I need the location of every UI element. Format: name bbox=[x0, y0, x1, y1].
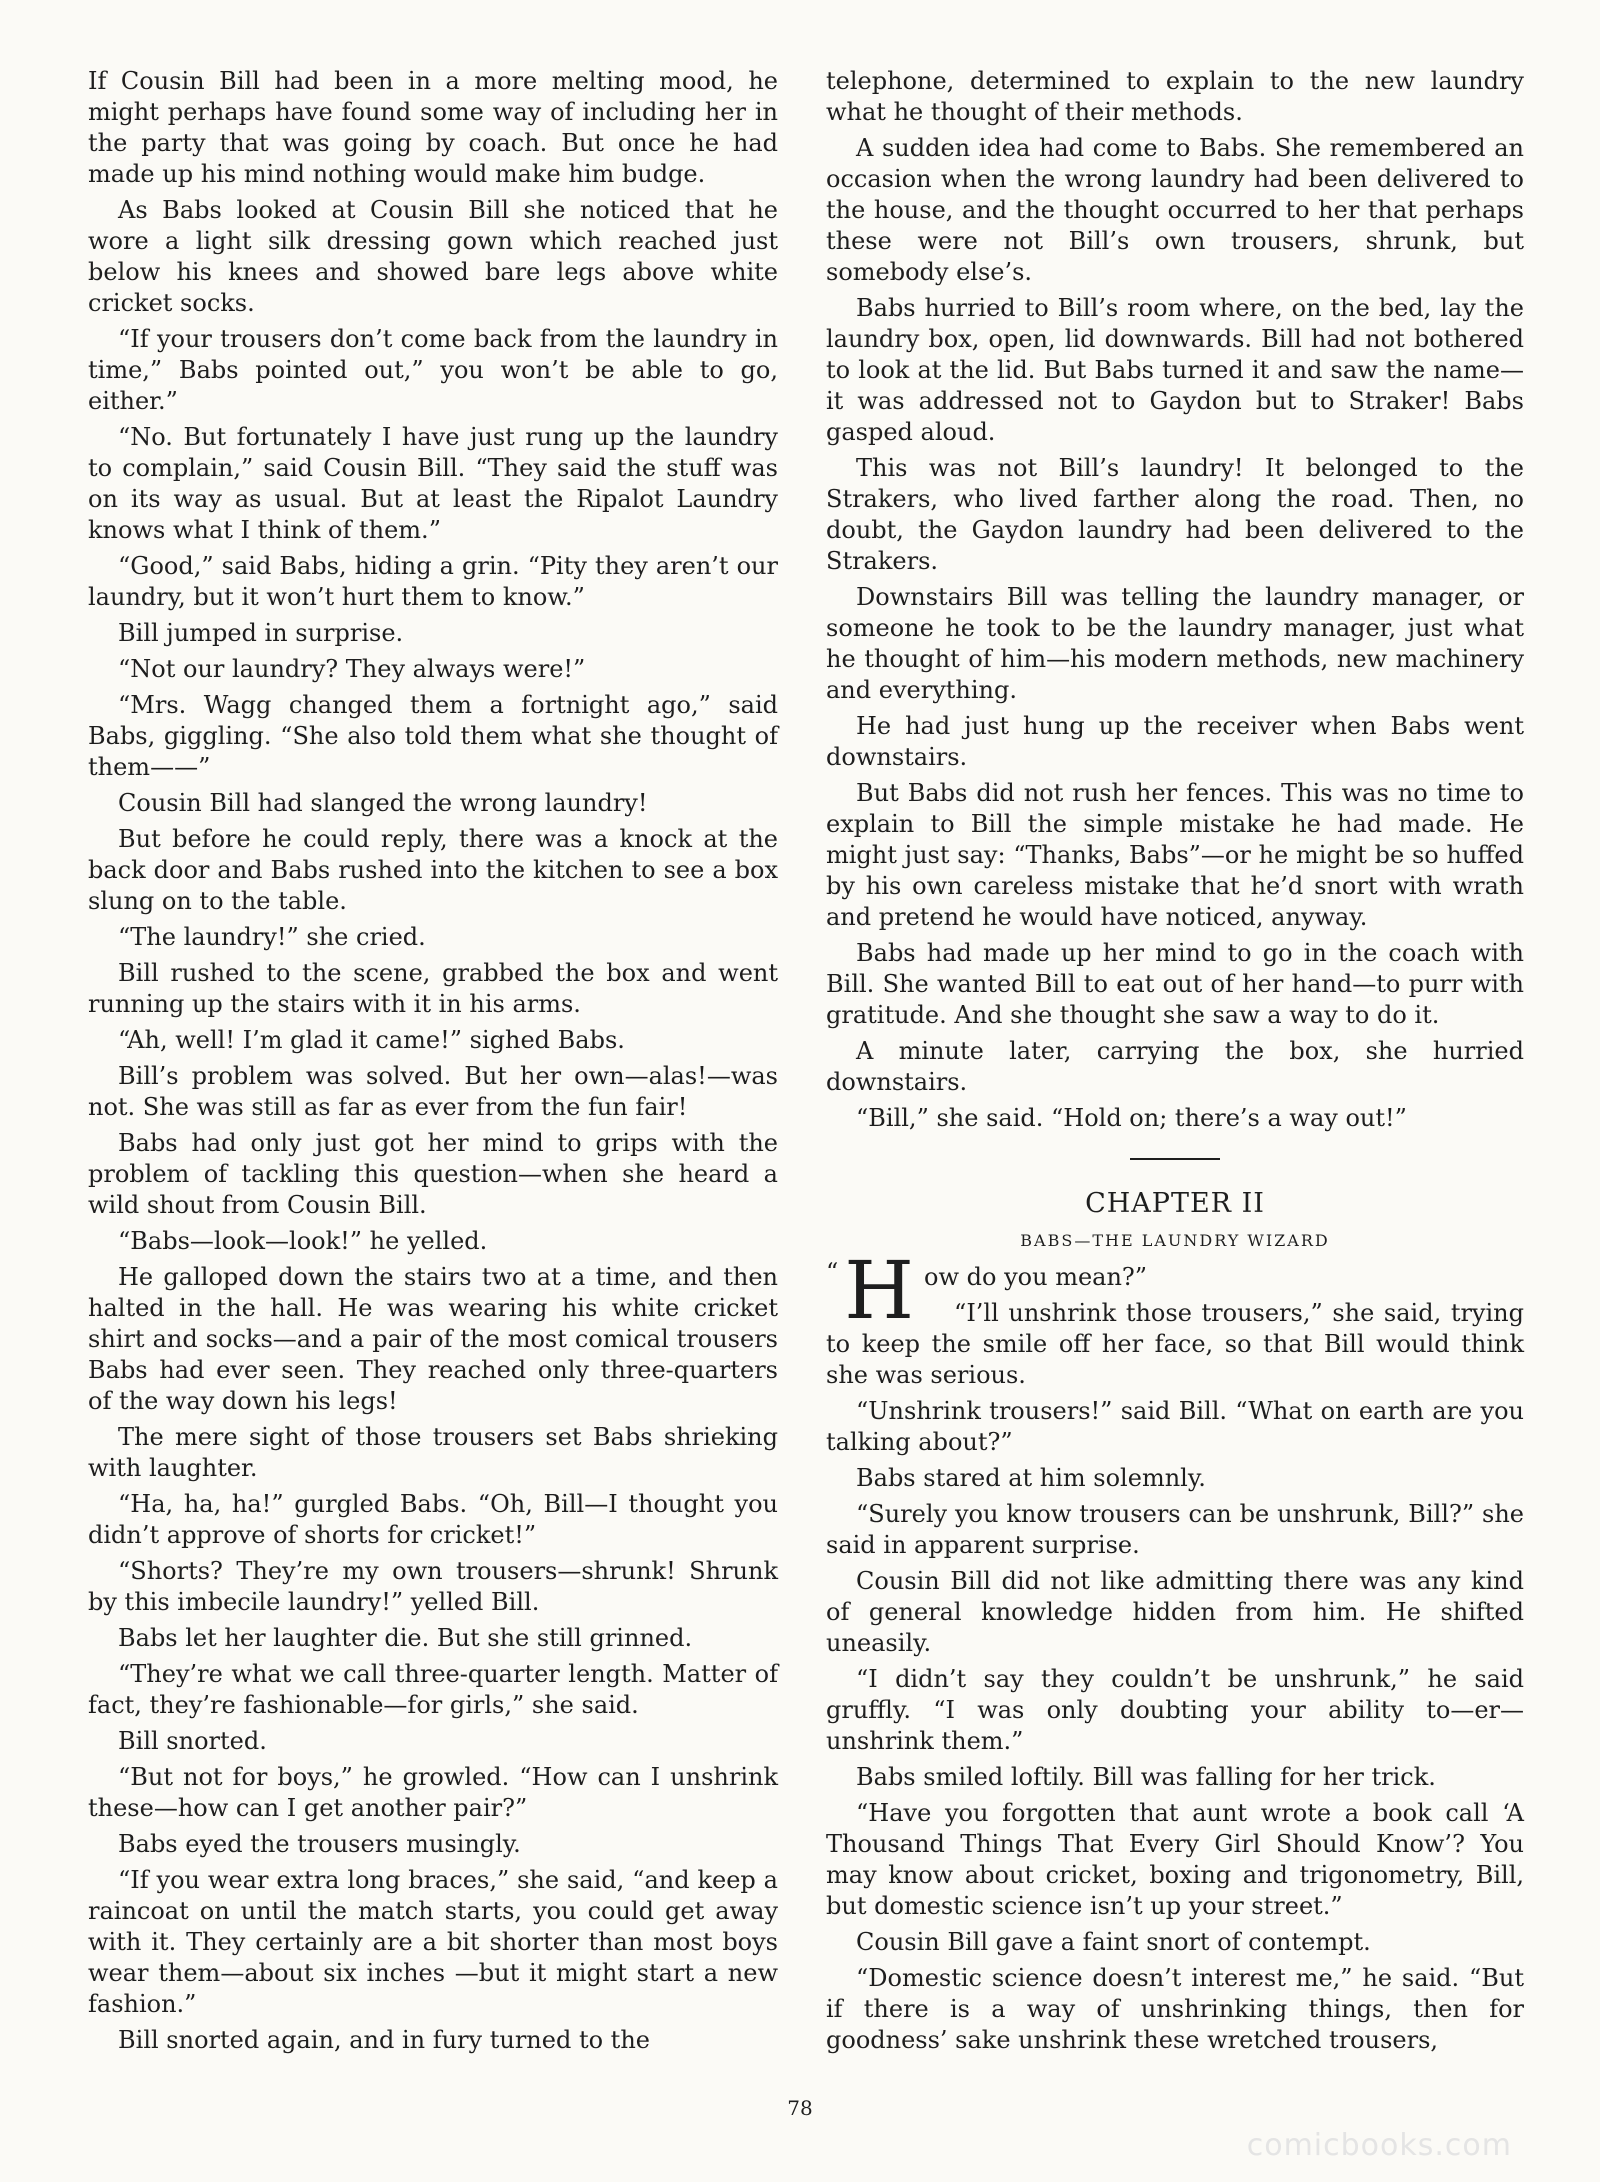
paragraph: Babs smiled loftily. Bill was falling for her trick. bbox=[856, 1763, 1436, 1791]
paragraph: A minute later, carrying the box, she hurried downstairs. bbox=[826, 1037, 1524, 1096]
paragraph: Babs stared at him solemnly. bbox=[856, 1464, 1206, 1492]
paragraph: “Shorts? They’re my own trousers—shrunk! Shrunk by this imbecile laundry!” yelled Bill. bbox=[88, 1557, 778, 1616]
paragraph: But Babs did not rush her fences. This was no time to explain to Bill the simple mistake he had made. He might just say: “Thanks, Babs”—or he might be so huffed by his own careless mistake that he’d snort with wrath and pretend he would have noticed, anyway. bbox=[826, 779, 1524, 931]
paragraph: “Ha, ha, ha!” gurgled Babs. “Oh, Bill—I thought you didn’t approve of shorts for cricket!” bbox=[88, 1490, 778, 1549]
paragraph: Bill rushed to the scene, grabbed the box and went running up the stairs with it in his arms. bbox=[88, 959, 778, 1018]
paragraph: Bill’s problem was solved. But her own—alas!—was not. She was still as far as ever from the fun fair! bbox=[88, 1062, 778, 1121]
paragraph: If Cousin Bill had been in a more melting mood, he might perhaps have found some way of including her in the party that was going by coach. But once he had made up his mind nothing would make him budge. bbox=[88, 67, 778, 188]
paragraph: He had just hung up the receiver when Babs went downstairs. bbox=[826, 712, 1524, 771]
paragraph: “I’ll unshrink those trousers,” she said, trying to keep the smile off her face, so that Bill would think she was serious. bbox=[826, 1299, 1524, 1389]
paragraph: “Have you forgotten that aunt wrote a book call ‘A Thousand Things That Every Girl Should Know’? You may know about cricket, boxing and trigonometry, Bill, but domestic science isn’t up your street.” bbox=[826, 1799, 1524, 1920]
paragraph: “I didn’t say they couldn’t be unshrunk,” he said gruffly. “I was only doubting your ability to—er—unshrink them.” bbox=[826, 1665, 1524, 1755]
chapter-title: CHAPTER II bbox=[1085, 1188, 1265, 1219]
paragraph: “But not for boys,” he growled. “How can I unshrink these—how can I get another pair?” bbox=[88, 1763, 778, 1822]
paragraph: Bill snorted again, and in fury turned to the bbox=[118, 2026, 650, 2054]
chapter-subtitle: BABS—THE LAUNDRY WIZARD bbox=[1020, 1231, 1330, 1250]
paragraph: “Surely you know trousers can be unshrunk, Bill?” she said in apparent surprise. bbox=[826, 1500, 1524, 1559]
opening-text: ow do you mean?” bbox=[924, 1263, 1148, 1291]
paragraph: He galloped down the stairs two at a time, and then halted in the hall. He was wearing his white cricket shirt and socks—and a pair of the most comical trousers Babs had ever seen. They reached only three-quarters of the way down his legs! bbox=[88, 1263, 778, 1415]
paragraph: Babs hurried to Bill’s room where, on the bed, lay the laundry box, open, lid downwards. Bill had not bothered to look at the lid. But Babs turned it and saw the name—it was addressed not to Gaydon but to Straker! Babs gasped aloud. bbox=[826, 294, 1524, 446]
watermark: comicbooks.com bbox=[1246, 2128, 1512, 2163]
paragraph: Cousin Bill gave a faint snort of contempt. bbox=[856, 1928, 1371, 1956]
drop-cap-letter: H bbox=[844, 1244, 915, 1337]
paragraph: But before he could reply, there was a knock at the back door and Babs rushed into the kitchen to see a box slung on to the table. bbox=[88, 825, 778, 915]
paragraph: A sudden idea had come to Babs. She remembered an occasion when the wrong laundry had been delivered to the house, and the thought occurred to her that perhaps these were not Bill’s own trousers, shrunk, but somebody else’s. bbox=[826, 134, 1524, 286]
paragraph: “They’re what we call three-quarter length. Matter of fact, they’re fashionable—for girls,” she said. bbox=[88, 1660, 778, 1719]
paragraph: “If you wear extra long braces,” she said, “and keep a raincoat on until the match starts, you could get away with it. They certainly are a bit shorter than most boys wear them—about six inches —but it might start a new fashion.” bbox=[88, 1866, 778, 2018]
paragraph: “The laundry!” she cried. bbox=[118, 923, 426, 951]
paragraph: Cousin Bill had slanged the wrong laundry! bbox=[118, 789, 648, 817]
paragraph: Babs had only just got her mind to grips with the problem of tackling this question—when she heard a wild shout from Cousin Bill. bbox=[88, 1129, 778, 1219]
paragraph: The mere sight of those trousers set Babs shrieking with laughter. bbox=[88, 1423, 778, 1482]
chapter-opening-paragraph bbox=[826, 1244, 1524, 1337]
paragraph: “If your trousers don’t come back from the laundry in time,” Babs pointed out,” you won’t be able to go, either.” bbox=[88, 325, 778, 415]
paragraph: “Domestic science doesn’t interest me,” he said. “But if there is a way of unshrinking things, then for goodness’ sake unshrink these wretched trousers, bbox=[826, 1964, 1524, 2054]
drop-cap-block bbox=[826, 1244, 915, 1337]
paragraph: Bill jumped in surprise. bbox=[118, 619, 404, 647]
page-number: 78 bbox=[787, 2096, 813, 2120]
paragraph: “Bill,” she said. “Hold on; there’s a way out!” bbox=[856, 1104, 1407, 1132]
paragraph: Cousin Bill did not like admitting there was any kind of general knowledge hidden from him. He shifted uneasily. bbox=[826, 1567, 1524, 1657]
paragraph: Babs had made up her mind to go in the coach with Bill. She wanted Bill to eat out of her hand—to purr with gratitude. And she thought she saw a way to do it. bbox=[826, 939, 1524, 1029]
paragraph: Babs let her laughter die. But she still grinned. bbox=[118, 1624, 693, 1652]
paragraph: “Mrs. Wagg changed them a fortnight ago,” said Babs, giggling. “She also told them what she thought of them——” bbox=[88, 691, 778, 781]
opening-quote-mark: “ bbox=[826, 1258, 839, 1286]
paragraph: As Babs looked at Cousin Bill she noticed that he wore a light silk dressing gown which reached just below his knees and showed bare legs above white cricket socks. bbox=[88, 196, 778, 317]
section-divider bbox=[1130, 1158, 1220, 1160]
paragraph: “No. But fortunately I have just rung up the laundry to complain,” said Cousin Bill. “They said the stuff was on its way as usual. But at least the Ripalot Laundry knows what I think of them.” bbox=[88, 423, 778, 544]
paragraph: “Babs—look—look!” he yelled. bbox=[118, 1227, 488, 1255]
paragraph: “Unshrink trousers!” said Bill. “What on earth are you talking about?” bbox=[826, 1397, 1524, 1456]
paragraph: Downstairs Bill was telling the laundry manager, or someone he took to be the laundry manager, just what he thought of him—his modern methods, new machinery and everything. bbox=[826, 583, 1524, 704]
right-column bbox=[826, 66, 1524, 2061]
paragraph: Babs eyed the trousers musingly. bbox=[118, 1830, 521, 1858]
paragraph: Bill snorted. bbox=[118, 1727, 267, 1755]
paragraph: “Not our laundry? They always were!” bbox=[118, 655, 586, 683]
paragraph: “Ah, well! I’m glad it came!” sighed Babs. bbox=[118, 1026, 625, 1054]
paragraph: “Good,” said Babs, hiding a grin. “Pity they aren’t our laundry, but it won’t hurt them to know.” bbox=[88, 552, 778, 611]
paragraph: This was not Bill’s laundry! It belonged to the Strakers, who lived farther along the road. Then, no doubt, the Gaydon laundry had been delivered to the Strakers. bbox=[826, 454, 1524, 575]
left-column bbox=[88, 66, 778, 2061]
paragraph: telephone, determined to explain to the new laundry what he thought of their methods. bbox=[826, 67, 1524, 126]
